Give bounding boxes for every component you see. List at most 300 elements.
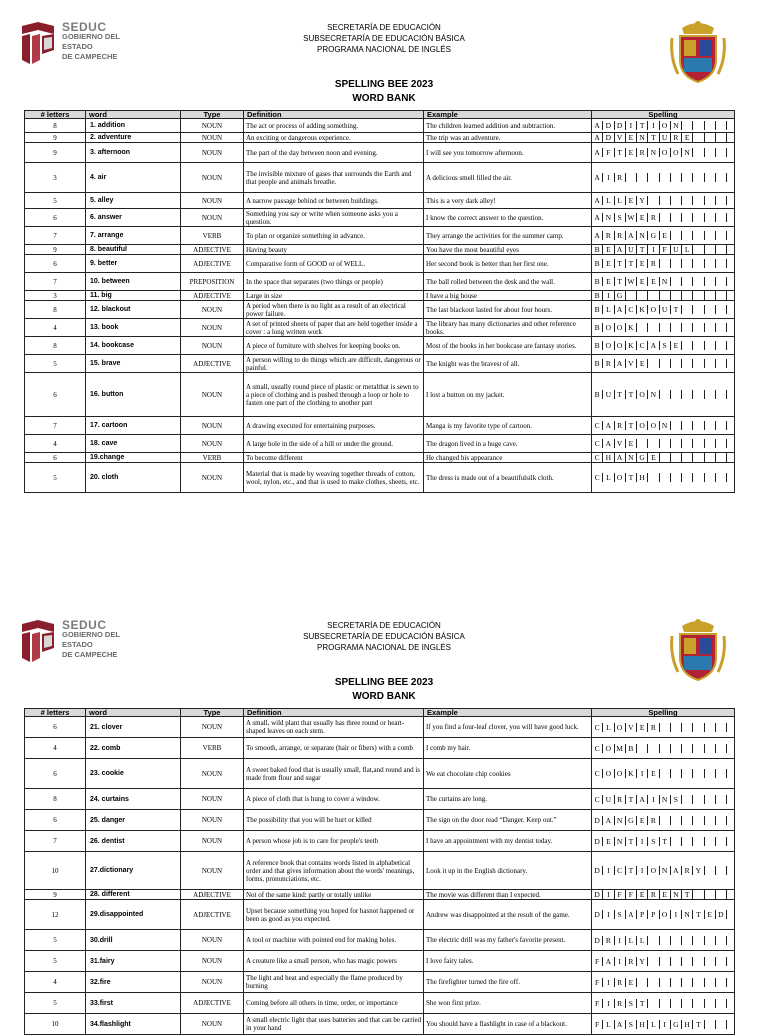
table-row	[25, 972, 735, 993]
word-entry: 20. cloth	[86, 463, 181, 493]
spelling-letter-cell	[671, 359, 682, 368]
spelling-letter-cell	[716, 121, 727, 130]
header-text	[0, 22, 768, 55]
word-entry: 27.dictionary	[86, 852, 181, 890]
spelling-letter-cell	[682, 999, 693, 1008]
word-type: ADJECTIVE	[181, 890, 244, 900]
spelling-letter-cell: E	[637, 816, 648, 825]
spelling-letter-cell: O	[603, 341, 614, 350]
spelling-letter-cell	[648, 957, 659, 966]
column-header-definition: Definition	[244, 111, 424, 119]
word-definition: A narrow passage behind or between buildings.	[244, 193, 424, 209]
document-title	[0, 676, 768, 704]
spelling-letter-cell: M	[615, 744, 626, 753]
header-line-3: PROGRAMA NACIONAL DE INGLÉS	[317, 643, 451, 652]
spelling-letter-cell	[705, 890, 716, 899]
spelling-letter-cell	[693, 453, 704, 462]
spelling-letter-cell: I	[603, 291, 614, 300]
spelling-letter-cell: L	[626, 936, 637, 945]
spelling-letter-cell	[727, 196, 738, 205]
spelling-letter-cell: E	[637, 259, 648, 268]
word-letter-count: 9	[25, 133, 86, 143]
spelling-letter-cell: T	[626, 866, 637, 875]
word-bank-table	[24, 708, 735, 1035]
word-letter-count: 5	[25, 193, 86, 209]
spelling-letter-cell: T	[626, 421, 637, 430]
spelling-grid	[592, 417, 735, 435]
spelling-letter-cell	[648, 999, 659, 1008]
spelling-letter-cell: E	[626, 978, 637, 987]
spelling-grid	[592, 245, 735, 255]
page-header	[0, 598, 768, 706]
spelling-letter-cell: O	[660, 910, 671, 919]
spelling-letter-cell	[716, 213, 727, 222]
spelling-letter-cell: O	[671, 148, 682, 157]
spelling-letter-cell: A	[615, 245, 626, 254]
word-type: NOUN	[181, 373, 244, 417]
word-type: NOUN	[181, 930, 244, 951]
spelling-letter-cell	[682, 277, 693, 286]
spelling-letter-cell	[705, 341, 716, 350]
spelling-letter-cell: R	[603, 359, 614, 368]
spelling-letter-cell: E	[626, 133, 637, 142]
spelling-grid	[592, 435, 735, 453]
spelling-letter-cell: B	[592, 291, 603, 300]
spelling-letter-cell	[705, 305, 716, 314]
word-entry: 12. blackout	[86, 301, 181, 319]
spelling-letter-cell: C	[592, 769, 603, 778]
spelling-letter-cell	[727, 957, 738, 966]
spelling-grid	[592, 972, 735, 993]
spelling-letter-cell	[693, 837, 704, 846]
spelling-letter-cell: F	[592, 1020, 603, 1029]
spelling-letter-cell	[671, 769, 682, 778]
spelling-letter-cell	[716, 769, 727, 778]
title-line-1: SPELLING BEE 2023	[334, 677, 434, 688]
spelling-letter-cell	[705, 723, 716, 732]
table-row	[25, 355, 735, 373]
table-row	[25, 337, 735, 355]
table-row	[25, 1014, 735, 1035]
spelling-letter-cell	[682, 723, 693, 732]
spelling-letter-cell	[671, 837, 682, 846]
word-example: I lost a button on my jacket.	[424, 373, 592, 417]
word-letter-count: 6	[25, 209, 86, 227]
spelling-letter-cell: R	[603, 936, 614, 945]
spelling-letter-cell	[716, 148, 727, 157]
spelling-letter-cell: F	[615, 890, 626, 899]
spelling-letter-cell: N	[660, 421, 671, 430]
spelling-letter-cell: R	[615, 173, 626, 182]
word-example: Manga is my favorite type of cartoon.	[424, 417, 592, 435]
word-example: You should have a flashlight in case of a blackout.	[424, 1014, 592, 1035]
page-header	[0, 0, 768, 108]
spelling-letter-cell	[682, 305, 693, 314]
spelling-letter-cell: N	[671, 121, 682, 130]
spelling-letter-cell: B	[592, 259, 603, 268]
campeche-crest-icon	[668, 616, 728, 684]
spelling-letter-cell	[716, 837, 727, 846]
spelling-letter-cell	[727, 723, 738, 732]
spelling-letter-cell: N	[648, 148, 659, 157]
word-type: NOUN	[181, 143, 244, 163]
word-letter-count: 8	[25, 337, 86, 355]
spelling-letter-cell: F	[660, 245, 671, 254]
header-line-3: PROGRAMA NACIONAL DE INGLÉS	[317, 45, 451, 54]
spelling-letter-cell	[626, 291, 637, 300]
spelling-letter-cell	[682, 323, 693, 332]
spelling-letter-cell	[682, 978, 693, 987]
spelling-letter-cell	[671, 213, 682, 222]
spelling-letter-cell	[671, 473, 682, 482]
spelling-grid	[592, 291, 735, 301]
spelling-letter-cell	[648, 173, 659, 182]
table-row	[25, 435, 735, 453]
spelling-letter-cell	[693, 133, 704, 142]
spelling-letter-cell: C	[626, 305, 637, 314]
spelling-letter-cell: L	[682, 245, 693, 254]
spelling-letter-cell: N	[603, 213, 614, 222]
spelling-letter-cell	[660, 213, 671, 222]
word-entry: 13. book	[86, 319, 181, 337]
word-definition: Having beauty	[244, 245, 424, 255]
spelling-letter-cell: R	[615, 795, 626, 804]
spelling-letter-cell: F	[626, 890, 637, 899]
title-line-2: WORD BANK	[352, 691, 416, 702]
spelling-letter-cell	[727, 439, 738, 448]
spelling-letter-cell: R	[648, 723, 659, 732]
spelling-letter-cell: S	[615, 213, 626, 222]
word-entry: 18. cave	[86, 435, 181, 453]
spelling-letter-cell	[727, 277, 738, 286]
spelling-letter-cell	[693, 744, 704, 753]
table-header-row	[25, 111, 735, 119]
spelling-letter-cell	[716, 473, 727, 482]
word-type: NOUN	[181, 435, 244, 453]
word-definition: Upset because something you hoped for hasnot happened or been as good as you expected.	[244, 900, 424, 930]
word-letter-count: 5	[25, 463, 86, 493]
spelling-letter-cell: R	[615, 421, 626, 430]
spelling-letter-cell	[682, 957, 693, 966]
column-header-letters: # letters	[25, 111, 86, 119]
spelling-letter-cell: U	[603, 390, 614, 399]
spelling-letter-cell: R	[648, 816, 659, 825]
spelling-letter-cell	[716, 259, 727, 268]
spelling-letter-cell: A	[592, 231, 603, 240]
word-example: He changed his appearance	[424, 453, 592, 463]
spelling-letter-cell	[682, 341, 693, 350]
spelling-letter-cell	[693, 890, 704, 899]
spelling-letter-cell	[716, 133, 727, 142]
spelling-letter-cell	[660, 769, 671, 778]
spelling-letter-cell: T	[693, 1020, 704, 1029]
spelling-letter-cell	[727, 421, 738, 430]
spelling-grid	[592, 831, 735, 852]
word-definition: The invisible mixture of gases that surrounds the Earth and that people and animals breathe.	[244, 163, 424, 193]
spelling-letter-cell: O	[615, 473, 626, 482]
spelling-letter-cell	[716, 421, 727, 430]
word-entry: 25. danger	[86, 810, 181, 831]
word-type: PREPOSITION	[181, 273, 244, 291]
spelling-letter-cell	[648, 323, 659, 332]
word-entry: 8. beautiful	[86, 245, 181, 255]
spelling-letter-cell: G	[626, 816, 637, 825]
spelling-grid	[592, 1014, 735, 1035]
word-bank-table	[24, 110, 735, 493]
column-header-spelling: Spelling	[592, 111, 735, 119]
word-definition: Large in size	[244, 291, 424, 301]
spelling-letter-cell	[716, 978, 727, 987]
word-entry: 28. different	[86, 890, 181, 900]
spelling-letter-cell	[727, 1020, 738, 1029]
spelling-letter-cell	[660, 816, 671, 825]
spelling-letter-cell: I	[648, 121, 659, 130]
spelling-letter-cell: R	[648, 213, 659, 222]
spelling-letter-cell: Y	[693, 866, 704, 875]
spelling-letter-cell	[716, 795, 727, 804]
spelling-letter-cell: A	[626, 231, 637, 240]
spelling-letter-cell: N	[660, 277, 671, 286]
spelling-letter-cell: W	[626, 213, 637, 222]
spelling-letter-cell: I	[637, 769, 648, 778]
spelling-grid	[592, 717, 735, 738]
spelling-letter-cell: U	[660, 133, 671, 142]
spelling-letter-cell	[716, 744, 727, 753]
spelling-letter-cell: E	[682, 133, 693, 142]
campeche-crest-icon	[668, 18, 728, 86]
spelling-letter-cell	[716, 453, 727, 462]
spelling-letter-cell: L	[603, 305, 614, 314]
spelling-letter-cell: A	[592, 196, 603, 205]
word-entry: 29.disappointed	[86, 900, 181, 930]
spelling-grid	[592, 453, 735, 463]
spelling-letter-cell: P	[648, 910, 659, 919]
spelling-letter-cell	[682, 390, 693, 399]
spelling-letter-cell: N	[637, 133, 648, 142]
spelling-letter-cell: I	[603, 910, 614, 919]
spelling-letter-cell: A	[592, 148, 603, 157]
spelling-letter-cell	[727, 291, 738, 300]
word-definition: A set of printed sheets of paper that are held together inside a cover : a long written work	[244, 319, 424, 337]
spelling-letter-cell	[693, 999, 704, 1008]
word-type: ADJECTIVE	[181, 993, 244, 1014]
table-row	[25, 738, 735, 759]
spelling-letter-cell: T	[626, 795, 637, 804]
spelling-letter-cell: A	[637, 795, 648, 804]
word-definition: A small electric light that uses batteries and that can be carried in your hand	[244, 1014, 424, 1035]
word-letter-count: 7	[25, 831, 86, 852]
spelling-letter-cell: B	[592, 323, 603, 332]
word-entry: 16. button	[86, 373, 181, 417]
table-row	[25, 453, 735, 463]
word-definition: A large hole in the side of a hill or under the ground.	[244, 435, 424, 453]
spelling-letter-cell	[705, 744, 716, 753]
word-example: They arrange the activities for the summer camp.	[424, 227, 592, 245]
spelling-letter-cell: B	[592, 359, 603, 368]
spelling-grid	[592, 301, 735, 319]
spelling-letter-cell: F	[592, 999, 603, 1008]
word-type: NOUN	[181, 789, 244, 810]
spelling-letter-cell: C	[637, 341, 648, 350]
spelling-letter-cell: O	[660, 148, 671, 157]
word-definition: The light and heat and especially the flame produced by burning	[244, 972, 424, 993]
spelling-letter-cell: B	[592, 305, 603, 314]
spelling-letter-cell: A	[603, 439, 614, 448]
spelling-letter-cell: T	[660, 837, 671, 846]
spelling-letter-cell: O	[603, 769, 614, 778]
spelling-letter-cell	[682, 439, 693, 448]
spelling-letter-cell	[682, 359, 693, 368]
spelling-letter-cell: C	[615, 866, 626, 875]
spelling-letter-cell	[716, 816, 727, 825]
word-letter-count: 5	[25, 930, 86, 951]
word-example: The curtains are long.	[424, 789, 592, 810]
spelling-letter-cell	[660, 723, 671, 732]
spelling-letter-cell	[660, 259, 671, 268]
spelling-letter-cell	[693, 957, 704, 966]
spelling-letter-cell	[705, 769, 716, 778]
word-example: Look it up in the English dictionary.	[424, 852, 592, 890]
spelling-letter-cell: L	[603, 473, 614, 482]
spelling-grid	[592, 209, 735, 227]
spelling-letter-cell: O	[603, 323, 614, 332]
word-type: NOUN	[181, 209, 244, 227]
spelling-letter-cell	[671, 390, 682, 399]
table-row	[25, 227, 735, 245]
spelling-letter-cell	[705, 277, 716, 286]
header-text	[0, 620, 768, 653]
spelling-letter-cell: B	[592, 390, 603, 399]
spelling-letter-cell: E	[660, 890, 671, 899]
spelling-letter-cell	[682, 231, 693, 240]
spelling-letter-cell: L	[603, 723, 614, 732]
word-example: She won first prize.	[424, 993, 592, 1014]
spelling-letter-cell	[682, 473, 693, 482]
spelling-letter-cell	[682, 121, 693, 130]
spelling-letter-cell: R	[648, 259, 659, 268]
word-letter-count: 6	[25, 759, 86, 789]
word-entry: 7. arrange	[86, 227, 181, 245]
logo-title: SEDUC	[62, 20, 107, 34]
spelling-letter-cell: S	[615, 910, 626, 919]
title-line-2: WORD BANK	[352, 93, 416, 104]
spelling-letter-cell	[671, 196, 682, 205]
table-row	[25, 245, 735, 255]
word-entry: 17. cartoon	[86, 417, 181, 435]
spelling-letter-cell: N	[682, 910, 693, 919]
spelling-letter-cell: B	[592, 341, 603, 350]
word-letter-count: 4	[25, 738, 86, 759]
spelling-letter-cell: B	[626, 744, 637, 753]
spelling-letter-cell: P	[637, 910, 648, 919]
spelling-letter-cell: E	[626, 148, 637, 157]
table-row	[25, 255, 735, 273]
spelling-letter-cell	[660, 999, 671, 1008]
spelling-letter-cell	[671, 277, 682, 286]
word-type: NOUN	[181, 119, 244, 133]
spelling-letter-cell: C	[592, 723, 603, 732]
spelling-letter-cell	[716, 439, 727, 448]
spelling-letter-cell: O	[615, 723, 626, 732]
spelling-letter-cell	[727, 866, 738, 875]
spelling-letter-cell: E	[603, 277, 614, 286]
spelling-letter-cell	[693, 305, 704, 314]
word-type: VERB	[181, 453, 244, 463]
spelling-letter-cell: V	[626, 723, 637, 732]
word-example: The dragon lived in a huge cave.	[424, 435, 592, 453]
spelling-letter-cell	[671, 999, 682, 1008]
spelling-grid	[592, 373, 735, 417]
spelling-letter-cell: A	[592, 133, 603, 142]
spelling-letter-cell	[693, 121, 704, 130]
word-letter-count: 7	[25, 273, 86, 291]
word-entry: 9. better	[86, 255, 181, 273]
spelling-letter-cell	[660, 978, 671, 987]
spelling-letter-cell	[716, 957, 727, 966]
spelling-letter-cell: A	[592, 213, 603, 222]
spelling-letter-cell	[648, 359, 659, 368]
table-row	[25, 789, 735, 810]
spelling-letter-cell: A	[615, 359, 626, 368]
word-type: NOUN	[181, 831, 244, 852]
spelling-letter-cell: I	[671, 910, 682, 919]
word-example: The dress is made out of a beautifulsilk cloth.	[424, 463, 592, 493]
column-header-example: Example	[424, 111, 592, 119]
word-example: A delicious smell filled the air.	[424, 163, 592, 193]
spelling-letter-cell	[682, 816, 693, 825]
table-row	[25, 759, 735, 789]
table-row	[25, 301, 735, 319]
spelling-grid	[592, 143, 735, 163]
spelling-letter-cell	[648, 936, 659, 945]
spelling-letter-cell	[648, 744, 659, 753]
spelling-letter-cell: B	[592, 245, 603, 254]
spelling-letter-cell	[705, 957, 716, 966]
spelling-letter-cell: K	[626, 341, 637, 350]
header-line-2: SUBSECRETARÍA DE EDUCACIÓN BÁSICA	[303, 632, 465, 641]
spelling-letter-cell	[682, 259, 693, 268]
word-letter-count: 10	[25, 1014, 86, 1035]
word-letter-count: 9	[25, 890, 86, 900]
table-row	[25, 319, 735, 337]
word-type: NOUN	[181, 951, 244, 972]
spelling-letter-cell	[716, 936, 727, 945]
spelling-letter-cell: S	[660, 341, 671, 350]
spelling-letter-cell	[727, 133, 738, 142]
spelling-letter-cell	[671, 723, 682, 732]
table-row	[25, 717, 735, 738]
spelling-letter-cell: C	[592, 421, 603, 430]
word-type: NOUN	[181, 337, 244, 355]
spelling-letter-cell: N	[648, 390, 659, 399]
spelling-letter-cell	[727, 323, 738, 332]
spelling-letter-cell	[727, 245, 738, 254]
spelling-letter-cell	[716, 277, 727, 286]
word-example: The last blackout lasted for about four hours.	[424, 301, 592, 319]
spelling-grid	[592, 355, 735, 373]
spelling-letter-cell: O	[648, 305, 659, 314]
spelling-letter-cell	[716, 341, 727, 350]
spelling-letter-cell: S	[626, 1020, 637, 1029]
spelling-letter-cell: N	[626, 453, 637, 462]
spelling-letter-cell: T	[648, 133, 659, 142]
word-definition: A small, usually round piece of plastic or metalthat is sewn to a piece of clothing and is pushed through a loop or hole to fasten one part of the clothing to another part	[244, 373, 424, 417]
spelling-letter-cell	[682, 213, 693, 222]
spelling-letter-cell	[682, 421, 693, 430]
spelling-letter-cell	[693, 473, 704, 482]
spelling-letter-cell: E	[637, 277, 648, 286]
column-header-letters: # letters	[25, 709, 86, 717]
